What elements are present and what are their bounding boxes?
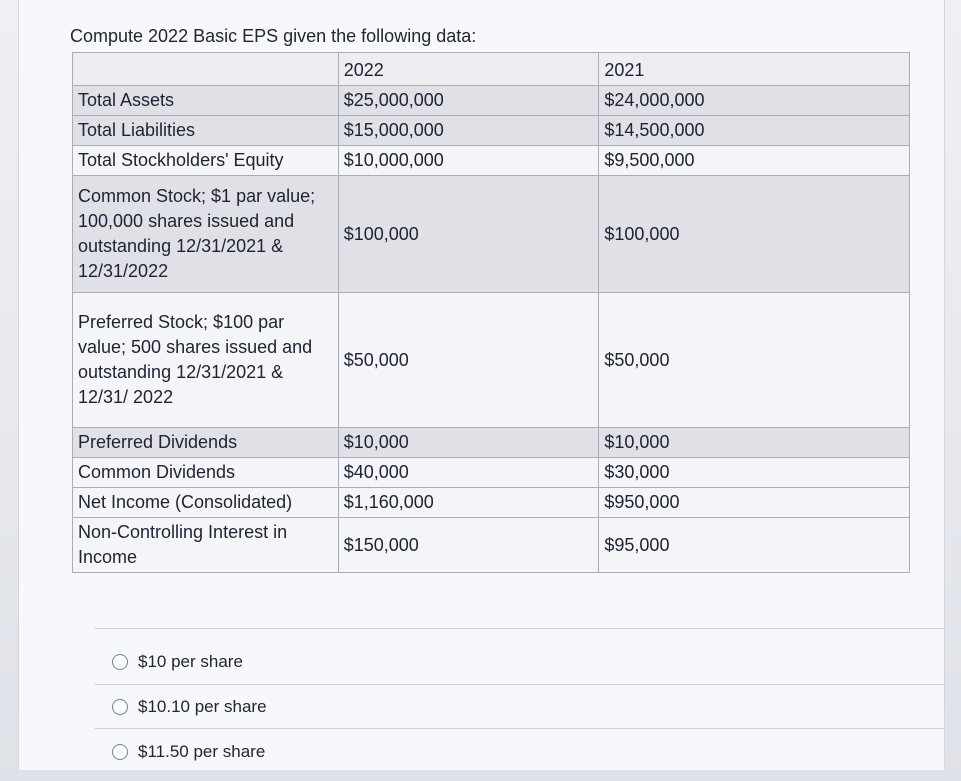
radio-button-icon[interactable] [112,744,128,760]
row-value-2022: $25,000,000 [338,86,599,116]
row-value-2021: $95,000 [599,518,910,573]
row-value-2021: $14,500,000 [599,116,910,146]
table-row [73,488,910,518]
answer-option-label: $11.50 per share [138,742,266,761]
table-header-2022: 2022 [338,53,599,86]
financial-data-table [72,52,910,573]
row-label: Total Assets [73,86,339,116]
answer-option-2[interactable] [112,697,267,717]
table-row [73,86,910,116]
row-value-2022: $150,000 [338,518,599,573]
answer-option-label: $10 per share [138,652,243,671]
row-value-2022: $50,000 [338,293,599,428]
table-row [73,293,910,428]
radio-button-icon[interactable] [112,654,128,670]
row-value-2022: $100,000 [338,176,599,293]
table-row [73,176,910,293]
row-value-2021: $30,000 [599,458,910,488]
divider [95,628,945,629]
table-row [73,116,910,146]
answer-option-1[interactable] [112,652,243,672]
row-value-2021: $10,000 [599,428,910,458]
table-header-2021: 2021 [599,53,910,86]
radio-button-icon[interactable] [112,699,128,715]
row-value-2021: $9,500,000 [599,146,910,176]
divider [95,684,945,685]
row-value-2022: $10,000 [338,428,599,458]
row-value-2022: $40,000 [338,458,599,488]
row-value-2021: $100,000 [599,176,910,293]
answer-option-3[interactable] [112,742,265,762]
row-value-2021: $24,000,000 [599,86,910,116]
row-value-2022: $15,000,000 [338,116,599,146]
row-value-2022: $10,000,000 [338,146,599,176]
row-label: Preferred Dividends [73,428,339,458]
row-label: Common Stock; $1 par value; 100,000 shares issued and outstanding 12/31/2021 & 12/31/2022 [73,176,339,293]
table-row [73,146,910,176]
row-label: Total Stockholders' Equity [73,146,339,176]
table-row [73,458,910,488]
question-text: Compute 2022 Basic EPS given the following data: [70,26,477,46]
row-label: Total Liabilities [73,116,339,146]
table-header-row [73,53,910,86]
row-value-2022: $1,160,000 [338,488,599,518]
table-row [73,518,910,573]
table-row [73,428,910,458]
row-label: Common Dividends [73,458,339,488]
row-label: Non-Controlling Interest in Income [73,518,339,573]
table-header-label [73,53,339,86]
answer-option-label: $10.10 per share [138,697,267,716]
row-value-2021: $950,000 [599,488,910,518]
divider [95,728,945,729]
row-label: Preferred Stock; $100 par value; 500 shares issued and outstanding 12/31/2021 & 12/31/ 2022 [73,293,339,428]
row-value-2021: $50,000 [599,293,910,428]
row-label: Net Income (Consolidated) [73,488,339,518]
